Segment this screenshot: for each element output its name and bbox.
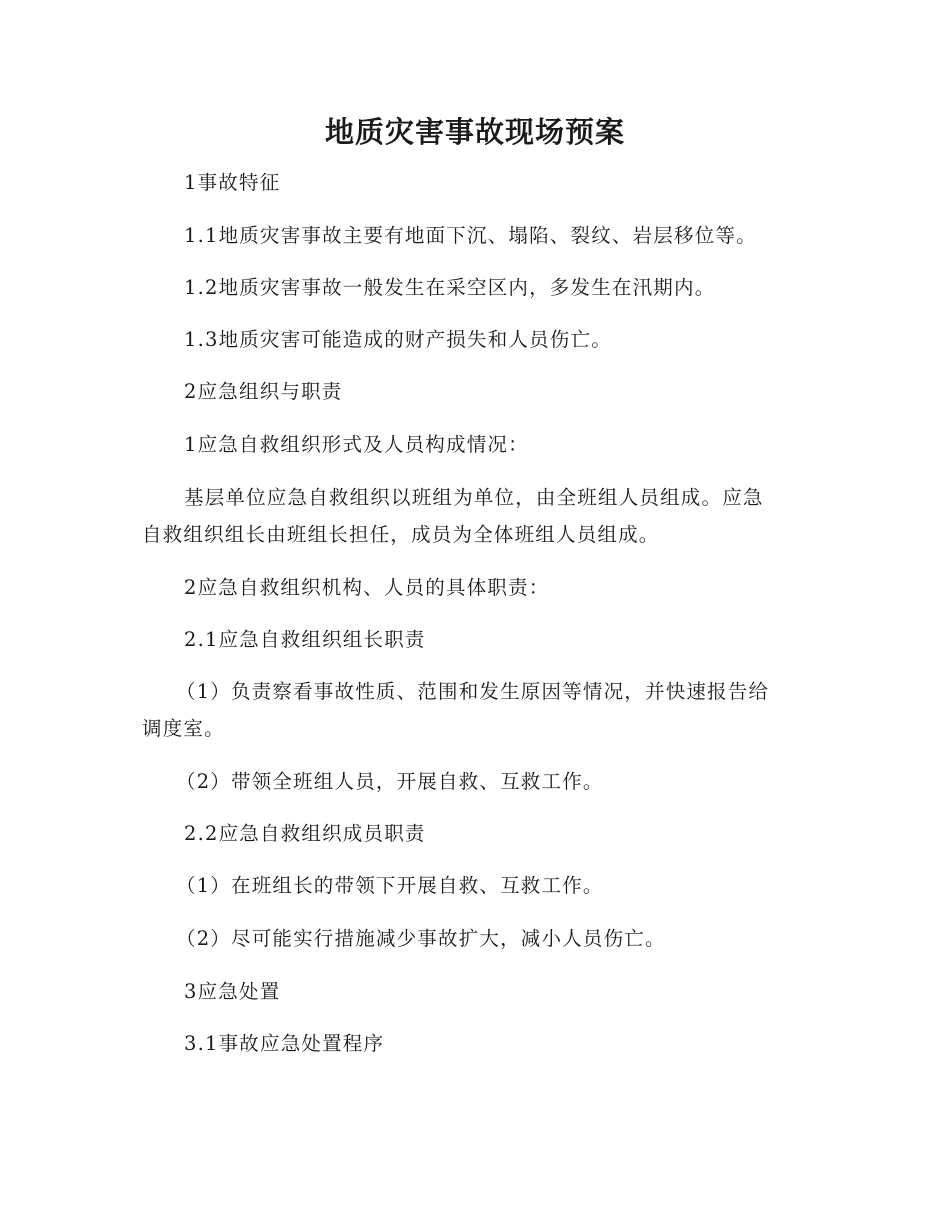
paragraph-line: 自救组织组长由班组长担任，成员为全体班组人员组成。 <box>142 523 660 546</box>
list-item: （2）尽可能实行措施减少事故扩大，减小人员伤亡。 <box>176 927 666 950</box>
paragraph-line: 基层单位应急自救组织以班组为单位，由全班组人员组成。应急 <box>184 486 764 509</box>
subheading-2-2-1: 2.1应急自救组织组长职责 <box>184 628 426 651</box>
list-item: （1）在班组长的带领下开展自救、互救工作。 <box>176 874 604 897</box>
section-heading-3: 3应急处置 <box>184 980 281 1003</box>
subheading-2-2-2: 2.2应急自救组织成员职责 <box>184 822 426 845</box>
paragraph-1-3: 1.3地质灾害可能造成的财产损失和人员伤亡。 <box>184 328 612 351</box>
list-item: （1）负责察看事故性质、范围和发生原因等情况，并快速报告给 <box>176 680 770 703</box>
paragraph-1-2: 1.2地质灾害事故一般发生在采空区内，多发生在汛期内。 <box>184 276 716 299</box>
subheading-2-2: 2应急自救组织机构、人员的具体职责： <box>184 576 550 599</box>
paragraph-1-1: 1.1地质灾害事故主要有地面下沉、塌陷、裂纹、岩层移位等。 <box>184 224 757 247</box>
subheading-3-1: 3.1事故应急处置程序 <box>184 1032 385 1055</box>
section-heading-1: 1事故特征 <box>184 171 281 194</box>
list-item: （2）带领全班组人员，开展自救、互救工作。 <box>176 770 604 793</box>
document-title: 地质灾害事故现场预案 <box>324 115 625 149</box>
list-item-continuation: 调度室。 <box>142 717 225 740</box>
subheading-2-1: 1应急自救组织形式及人员构成情况： <box>184 433 529 456</box>
section-heading-2: 2应急组织与职责 <box>184 380 343 403</box>
